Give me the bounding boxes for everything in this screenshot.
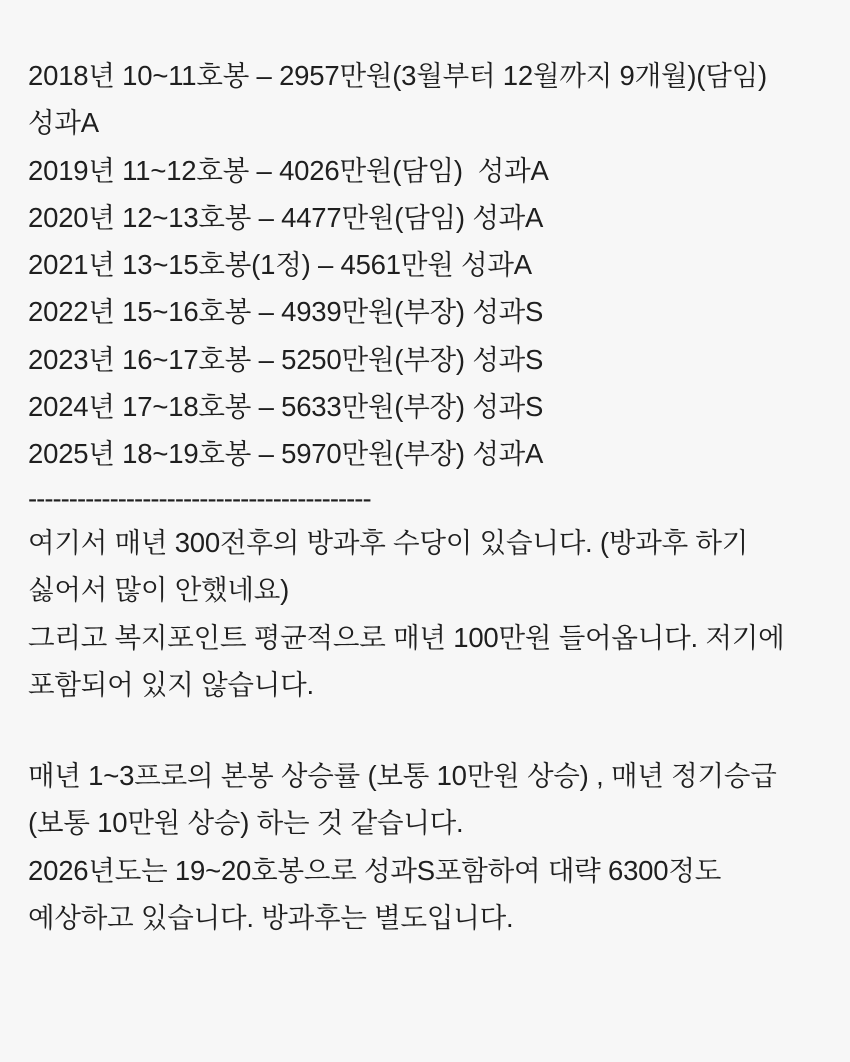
outlook-line: 2026년도는 19~20호봉으로 성과S포함하여 대략 6300정도 예상하고 있습니다. 방과후는 별도입니다.	[28, 854, 729, 933]
salary-history-line: 2019년 11~12호봉 – 4026만원(담임) 성과A	[28, 154, 549, 186]
outlook-block	[28, 752, 822, 941]
salary-history-line: 2021년 13~15호봉(1정) – 4561만원 성과A	[28, 249, 532, 281]
salary-history-line: 2022년 15~16호봉 – 4939만원(부장) 성과S	[28, 296, 544, 328]
salary-history-block	[28, 52, 822, 478]
outlook-line: 매년 1~3프로의 본봉 상승률 (보통 10만원 상승) , 매년 정기승급 (보통 10만원 상승) 하는 것 같습니다.	[28, 760, 785, 839]
notes-block	[28, 519, 822, 708]
section-divider: ------------------------------------------	[28, 482, 371, 514]
salary-history-line: 2024년 17~18호봉 – 5633만원(부장) 성과S	[28, 391, 544, 423]
note-line: 그리고 복지포인트 평균적으로 매년 100만원 들어옵니다. 저기에 포함되어 있지 않습니다.	[28, 621, 792, 700]
note-line: 여기서 매년 300전후의 방과후 수당이 있습니다. (방과후 하기 싫어서 많이 안했네요)	[28, 526, 756, 606]
paragraph-gap	[28, 708, 822, 752]
salary-history-line: 2018년 10~11호봉 – 2957만원(3월부터 12월까지 9개월)(담임) 성과A	[28, 60, 775, 139]
salary-history-line: 2025년 18~19호봉 – 5970만원(부장) 성과A	[28, 438, 544, 470]
salary-history-line: 2020년 12~13호봉 – 4477만원(담임) 성과A	[28, 201, 544, 233]
salary-history-line: 2023년 16~17호봉 – 5250만원(부장) 성과S	[28, 343, 544, 375]
document-body	[28, 52, 822, 941]
